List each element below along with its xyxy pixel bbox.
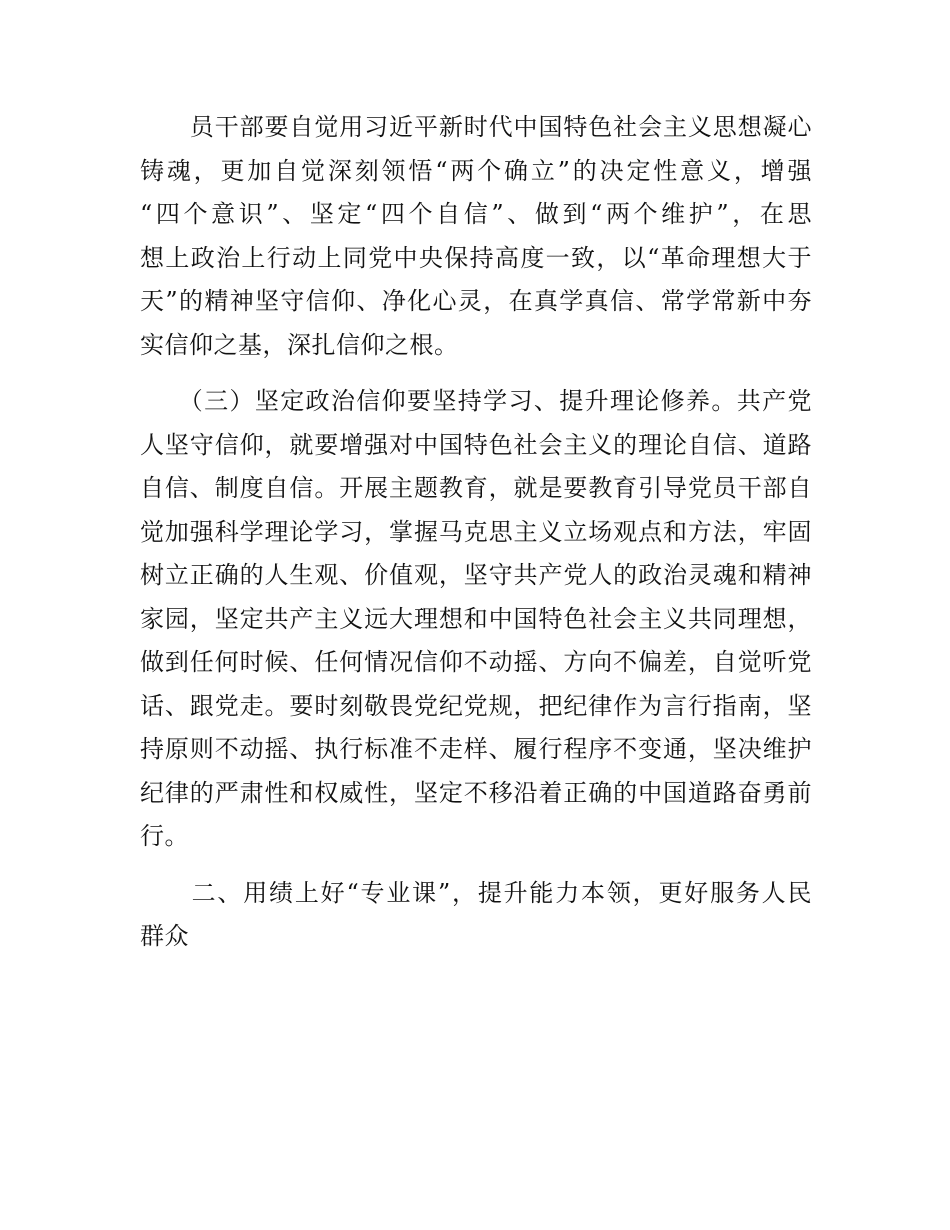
text-line: 纪律的严肃性和权威性，坚定不移沿着正确的中国道路奋勇前 xyxy=(140,778,812,807)
text-line: 树立正确的人生观、价值观，坚守共产党人的政治灵魂和精神 xyxy=(140,561,812,589)
text-line: 家园，坚定共产主义远大理想和中国特色社会主义共同理想， xyxy=(140,604,812,633)
text-line: 行。 xyxy=(140,822,189,850)
text-line: 自信、制度自信。开展主题教育，就是要教育引导党员干部自 xyxy=(140,474,812,502)
text-line: 铸魂，更加自觉深刻领悟“两个确立”的决定性意义，增强 xyxy=(140,156,812,185)
text-line: 二、用绩上好“专业课”，提升能力本领，更好服务人民 xyxy=(140,878,812,907)
text-line: 员干部要自觉用习近平新时代中国特色社会主义思想凝心 xyxy=(140,113,812,141)
text-line: 话、跟党走。要时刻敬畏党纪党规，把纪律作为言行指南，坚 xyxy=(140,691,812,720)
text-line: （三）坚定政治信仰要坚持学习、提升理论修养。共产党 xyxy=(140,387,812,415)
text-line: 做到任何时候、任何情况信仰不动摇、方向不偏差，自觉听党 xyxy=(140,648,812,676)
text-line: 人坚守信仰，就要增强对中国特色社会主义的理论自信、道路 xyxy=(140,430,812,459)
text-line: 觉加强科学理论学习，掌握马克思主义立场观点和方法，牢固 xyxy=(140,517,812,546)
paragraph-continuation xyxy=(140,106,812,367)
text-line: 天”的精神坚守信仰、净化心灵，在真学真信、常学常新中夯 xyxy=(140,287,812,315)
paragraph-section-three xyxy=(140,380,812,859)
section-heading-two xyxy=(140,872,812,959)
document-body xyxy=(140,106,812,972)
text-line: 想上政治上行动上同党中央保持高度一致，以“革命理想大于 xyxy=(140,243,812,272)
text-line: 持原则不动摇、执行标准不走样、履行程序不变通，坚决维护 xyxy=(140,735,812,763)
text-line: 实信仰之基，深扎信仰之根。 xyxy=(140,330,459,359)
text-line: 群众 xyxy=(140,922,189,950)
text-line: “四个意识”、坚定“四个自信”、做到“两个维护”，在思 xyxy=(140,200,812,228)
